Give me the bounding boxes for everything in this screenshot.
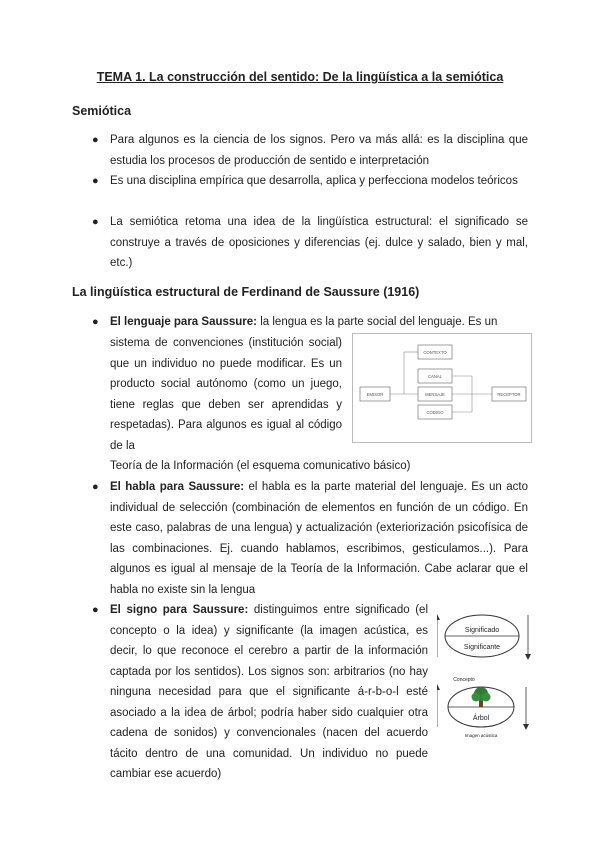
bullet-dot: ●	[92, 134, 99, 146]
label-significante: Significante	[463, 644, 501, 651]
bullet-dot: ●	[92, 175, 99, 187]
label-mensaje: MENSAJE	[425, 392, 445, 397]
label-canal: CANAL	[428, 374, 442, 379]
lenguaje-label: El lenguaje para Saussure:	[110, 316, 258, 328]
communication-model-diagram	[352, 333, 532, 443]
lenguaje-line1: la lengua es la parte social del lenguaje. Es un	[260, 316, 498, 328]
label-emisor: EMISOR	[366, 392, 384, 397]
semiotica-bullet-1: Para algunos es la ciencia de los signos. Pero va más allá: es la disciplina que estudia los procesos de producción de sentido e interpretación	[110, 134, 528, 167]
label-imagen-acustica: Imagen acústica	[464, 733, 498, 738]
sign-diagram	[437, 605, 537, 745]
semiotica-bullet-2: Es una disciplina empírica que desarrolla, aplica y perfecciona modelos teóricos	[110, 175, 518, 187]
section-heading-semiotica: Semiótica	[72, 104, 132, 118]
bullet-dot: ●	[92, 604, 99, 616]
label-significado: Significado	[464, 627, 500, 634]
habla-label: El habla para Saussure:	[110, 481, 245, 493]
section-heading-saussure: La lingüística estructural de Ferdinand de Saussure (1916)	[72, 285, 420, 299]
signo-label: El signo para Saussure:	[110, 604, 249, 616]
lenguaje-last-line: Teoría de la Información (el esquema comunicativo básico)	[110, 460, 411, 472]
signo-text: distinguimos entre significado (el concepto o la idea) y significante (la imagen acústica, es decir, lo que reconoce el cerebro a partir de la información captada por los sentidos). Los signos son: arbitrarios (no hay ninguna necesidad para que el significante á-r-b-o-l esté asociado a la idea de árbol; podría haber sido cualquier otra cadena de sonidos) y convencionales (nacen del acuerdo tácito dentro de una comunidad. Un individuo no puede cambiar ese acuerdo)	[110, 604, 428, 780]
label-receptor: RECEPTOR	[497, 392, 521, 397]
habla-text: el habla es la parte material del lenguaje. Es un acto individual de selección (combinación de elementos en función de un código. En este caso, palabras de una lengua) y actualización (exteriorización psicofísica de las combinaciones. Ej. cuando hablamos, escribimos, gesticulamos...). Para algunos es igual al mensaje de la Teoría de la Información. Cabe aclarar que el habla no existe sin la lengua	[110, 481, 528, 596]
habla-paragraph	[110, 477, 528, 600]
lenguaje-first-line	[110, 312, 530, 333]
semiotica-bullet-3: La semiótica retoma una idea de la lingüística estructural: el significado se construye a través de oposiciones y diferencias (ej. dulce y salado, bien y mal, etc.)	[110, 216, 528, 269]
arrow-left-2-head	[437, 684, 440, 690]
label-arbol: Árbol	[472, 715, 490, 722]
lenguaje-wrapped-text: sistema de convenciones (institución social) que un individuo no puede modificar. Es un producto social autónomo (como un juego, tiene reglas que deben ser aprendidas y respetadas). Para algunos es igual al código de la	[110, 337, 342, 452]
label-concepto: Concepto	[453, 677, 475, 683]
label-codigo: CÓDIGO	[426, 410, 444, 415]
signo-paragraph	[110, 600, 428, 785]
arrow-right-2-head	[523, 724, 529, 730]
label-contexto: CONTEXTO	[423, 350, 447, 355]
bullet-dot: ●	[92, 316, 99, 328]
arrow-left-head	[437, 614, 440, 620]
bullet-dot: ●	[92, 481, 99, 493]
page-title: TEMA 1. La construcción del sentido: De la lingüística a la semiótica	[96, 70, 504, 84]
arrow-right-head	[525, 654, 531, 660]
bullet-dot: ●	[92, 216, 99, 228]
